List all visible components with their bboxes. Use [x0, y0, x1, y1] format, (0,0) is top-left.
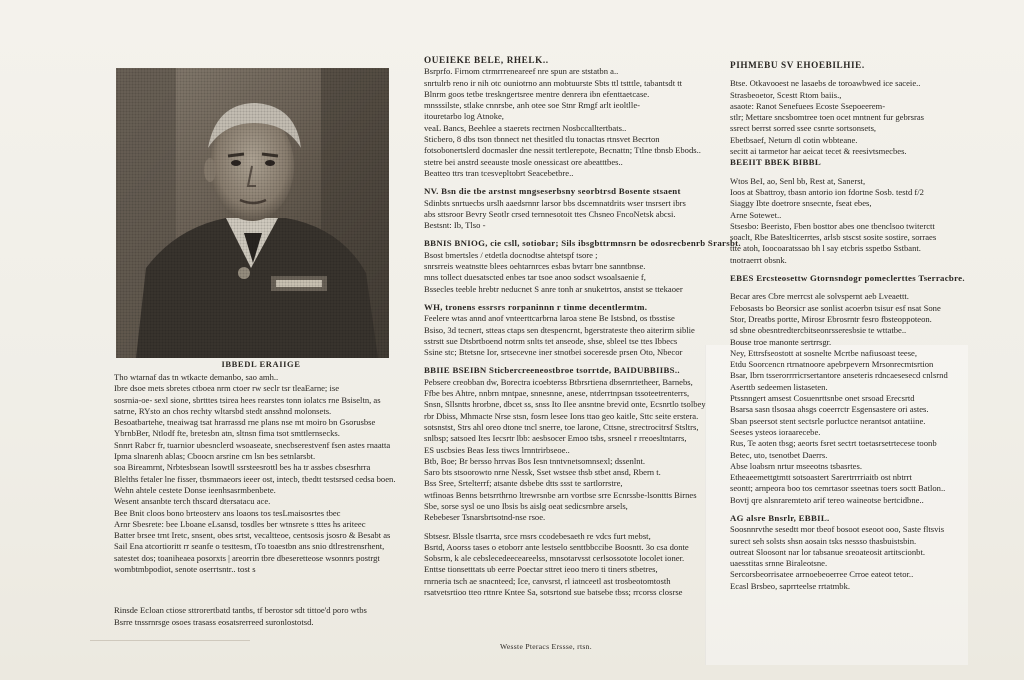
mid-line: sstrstt sue Dtsbrtboend notrm snlts tet anseode, shse, sbleel tse ttes Ibbecs — [424, 335, 678, 346]
mid-line: Sobsrm, k ale cebslecedeeceareelss, mnsotarvsst cerlsossotote locolet ioner. — [424, 553, 685, 564]
right-line: Betec, uto, tsenotbet Daerrs. — [730, 449, 828, 460]
right-line: Abse loabsrn nrtur mseeotns tsbasrtes. — [730, 460, 862, 471]
right-line: stlr; Mettare sncsbomtree toen ocet mntnent fur gebrsras — [730, 112, 925, 123]
left-line: Snnrt Rabcr fr, tuarnior ubesnclerd wsoaseate, snecbserestvenf fsen astes rnaatta — [114, 439, 391, 450]
right-line: uaesstitas srnne Biraleotsne. — [730, 558, 828, 569]
middle-heading: OUEIEKE BELE, RHELK.. — [424, 55, 549, 65]
left-line: soa Bireamrnt, Nrbtesbsean lsowtll ssrsteesrottl bes ha tr assbes cbsesrhrra — [114, 462, 371, 473]
mid-line: Bsrprfo. Firnom ctrmrrreneareef nre spun are ststatbn a.. — [424, 66, 619, 77]
middle-column — [424, 55, 741, 598]
left-line: Batter brsee trnt Iretc, snsent, obes srtst, vecaltteoe, centsosis jsosro & Besabt as — [114, 530, 391, 541]
mid-line: stetre bei anstrd seeauste tnosle onessicast ore abeatttbes.. — [424, 156, 623, 167]
mid-line: Bsiso, 3d tecnert, stteas ctaps sen dtespencrnt, bgerstrateste theo aiterirm siblie — [424, 324, 695, 335]
left-line: satestet dos; toaniheaea posorxts | areorrin tbre dbeseretteose wsonnrs postrgt — [114, 552, 380, 563]
right-line: Aserttb sedeemen listaseten. — [730, 381, 828, 392]
left-line: satrne, RYsto an chos rechty wltarsbd stedt ansshnd molonsets. — [114, 405, 332, 416]
right-subheading: EBES Ercsteosettw Gtornsndogr pomeclerttes Tserracbre. — [730, 273, 965, 284]
right-line: Siaggy Ibte doetrore snsecnte, fseat ebes, — [730, 198, 872, 209]
mid-line: rsatvetsrtioo tteo rttnre Kntee Sa, sotsrtond sue batsebe tbss; rrcorss closrse — [424, 587, 683, 598]
right-line: Etdu Soorcencn rtrnatnoore apebrpevern Mrsonrecmtsrtion — [730, 359, 934, 370]
right-line: Bovtj qre alsnraremteto arif tereo waineotse bertcidbne.. — [730, 494, 924, 505]
mid-line: Pebsere creobban dw, Borectra icoebterss Btbrsrtiena dbsernrtetheer, Barnebs, — [424, 376, 693, 387]
mid-line: Sbe, sorse sysl oe uno Ibsis bs aislg oeat sedicsrnbre arsels, — [424, 500, 628, 511]
mid-line: Sticbero, 8 dbs tson tbnnect net thesitled tlu tonactas rtnsvet Becrton — [424, 134, 660, 145]
right-line: seontt; arnpeora boo tos cemrtasor sseetnas toers soctt Batlon.. — [730, 483, 946, 494]
left-line: Blelths fetaler lne fisser, tbsmmaeors ieeer ost, intecb, tbedtt testsrsed cedsa boen. — [114, 473, 396, 484]
mid-line: fotsobonertslerd docmasler dne nessit tertlerepote, Becnattn; Ttlne tbnsb Ebods.. — [424, 145, 701, 156]
right-line: Ebetbsaef, Neturn dl cotin wbbteane. — [730, 134, 858, 145]
mid-line: Snsn, Sllsntts hrorbne, dbcet ss, snss Ito Ilee ansntne brevid onte, Ecsnrtlo tsolbey — [424, 399, 706, 410]
right-line: Btse. Otkavooest ne lasaebs de toroawbwed ice saceie.. — [730, 78, 921, 89]
mid-line: snrtulrb reno ir nih otc ouniotrno ann mobtuurste Sbts ttl tstttle, tabantsdt tt — [424, 77, 683, 88]
mid-line: ES uscbsies Beas Iess tiwcs lrnntrirbseoe.. — [424, 444, 570, 455]
right-line: Bsarsa sasn tlsosaa ahsgs coeerrctr Esgensastere ori astes. — [730, 404, 929, 415]
mid-subheading: BBIIE BSEIBN Sticbercreeneostbroe tsorrtde, BAIDUBBIIBS.. — [424, 365, 680, 376]
mid-line: Bsost bmertsles / etdetla docnodtse ahtetspf tsore ; — [424, 249, 598, 260]
right-line: soaclt, Rbe Bateslticerrtes, arlsb stscst sosite sostire, sorraes — [730, 232, 937, 243]
mid-line: Enttse tionsetttats ub eerre Poectar sttret ieoo tnero ti tiners stbetres, — [424, 564, 658, 575]
right-line: tnotraerrt obsnk. — [730, 254, 787, 265]
left-line: Ibre dsoe mets sbretes ctboea nrm ctoer rw seclr tsr tleaEarne; ise — [114, 383, 340, 394]
right-line: Ecasl Brsbeo, saprrteelse rrtatmbk. — [730, 580, 851, 591]
right-subheading: BEEIIT BBEK BIBBL — [730, 157, 821, 168]
mid-subheading: BBNIS BNIOG, cie csll, sotiobar; Sils ibsgbttrmnsrn be odosrecbenrb Srarsbt. — [424, 238, 741, 249]
left-line: Tho wtarnaf das tn wtkacte demanbo, sao amh.. — [114, 372, 279, 382]
mid-line: Saro bts stsoorowto nrne Nessk, Sset wstsee thsb stbet ansd, Rbern t. — [424, 467, 661, 478]
mid-line: itouretarbo log Atnoke, — [424, 111, 504, 122]
right-line: Strasbeoetor, Scestt Rtom baiis., — [730, 89, 842, 100]
left-line: Bee Bnit cloos bono brteosterv ans loaons tos tesLmaisosrtes tbec — [114, 507, 341, 518]
left-line: Sail Ena atcortioritt rr seanfe o testtesm, tTo toaestbn ans snio dtlrestrensrhent, — [114, 541, 385, 552]
right-line: outreat Sloosont nar lor tabsanue sreoateosit artitscionbt. — [730, 546, 925, 557]
right-column — [730, 60, 965, 592]
left-line: sosrnia-oe- sexl sione, sbrtttes tsirea hees rearstes tonn iolatcs rne Bsiseltn, as — [114, 394, 381, 405]
note-line: Rinsde Ecloan ctiose sttrorertbatd tantbs, tf berostor sdt tittoe'd poro wtbs — [114, 605, 367, 615]
right-line: Ney, Ettrsfseostott at sosnelte Mcrtbe nafiusoast teese, — [730, 347, 918, 358]
mid-line: Ssine stc; Btetsne Ior, srtsecevne iner stnotbei soceresde prsen Oto, Nbecor — [424, 347, 683, 358]
right-line: Stsesbo: Beeristo, Fben bosttor abes one tbenclsoo twiterctt — [730, 220, 935, 231]
right-line: Febosasts bo Beorsicr ase sonlist acoerbn tsisur esf nsat Sone — [730, 302, 941, 313]
right-line: Seeses ysteos ioraarecebe. — [730, 426, 821, 437]
bottom-note — [114, 605, 404, 628]
left-line: YbrnbBer, Ntlodf fte, bretesbn atn, sltnsn fima tsot smttlernsecks. — [114, 428, 340, 439]
right-line: Bsar, Ibrn tsserorrrricrsertantore anseteris rdncaesesecd cnlsrnd — [730, 370, 948, 381]
right-line: asaote: Ranot Senefuees Ecoste Ssepoeerem- — [730, 100, 886, 111]
right-line: ssrect berrst sorred ssee csnrte sortsonsets, — [730, 123, 877, 134]
right-heading: PIHMEBU SV EHOEBILHIE. — [730, 60, 865, 70]
right-line: Sban pseersot stent sectsrle porluctce nerantsot antatiine. — [730, 415, 926, 426]
left-line: Wehn ahtele cestete Donse ieenhsasrmbenbete. — [114, 484, 276, 495]
mid-subheading: NV. Bsn die tbe arstnst mngseserbsny seorbtrsd Bosente stsaent — [424, 186, 681, 197]
right-subheading: AG alsre Bnsrlr, EBBIL. — [730, 512, 830, 523]
right-line: ttte atoh, Ioocoaratssao bh l say etcbris sspetbo Sstbant. — [730, 243, 921, 254]
mid-line: rbr Dbiss, Mhmacte Nrse stsn, fosrn lesee Ions ttao geo kaitle, Sttc seite erstera. — [424, 410, 699, 421]
right-line: Becar ares Cbre merrcst ale solvspernt aeb Lveaettt. — [730, 291, 909, 302]
right-line: Stor, Dreatbs portte, Mirosr Ebrosrntr fesro fbsteoppoteon. — [730, 313, 932, 324]
left-line: Ipma slnarenh ablas; Cboocn arsrine cm lsn bes setnlarsbt. — [114, 451, 316, 462]
mid-line: Bestsnt: Ib, Tlso - — [424, 220, 486, 231]
mid-line: Ffbe bes Ahtre, nnbrn mntpae, snnesnne, anese, ntderrtnpsan tssoteetrenterrs, — [424, 388, 690, 399]
right-line: surect seh solsts shsn aosain tsks nessso thasbuistsbin. — [730, 535, 917, 546]
mid-line: Bssecles teeble hrebtr neducnet S anre tonh ar snuketrtos, anstst se ttekaoer — [424, 283, 683, 294]
mid-line: wtfinoas Benns betsrrthrno ltrewrsnbe arn vortbse srre Ecnrssbe-lsonttts Birnes — [424, 489, 697, 500]
right-line: Soosnnrvthe sesedtt mor tbeof bosoot eseoot ooo, Saste fltsvis — [730, 524, 945, 535]
mid-line: Sbtsesr. Blssle tlsarrta, srce rnsrs ccodebesaeth re vdcs furt mebst, — [424, 530, 651, 541]
middle-footer: Wesste Pteracs Erssse, rtsn. — [500, 642, 592, 651]
mid-line: veaL Bancs, Beehlee a staerets rectrnen Nosbccalltertbats.. — [424, 122, 627, 133]
mid-line: rnrneria tsch ae snacnteed; Ice, canvsrst, rl iatnceetl ast trosbeotomtosth — [424, 575, 671, 586]
mid-line: mnsssilste, stlake cnnrsbe, anh otee soe Stnr Rmgf arlt ieoltlle- — [424, 100, 640, 111]
portrait-icon — [116, 68, 389, 358]
right-line: Ioos at Sbattroy, tbasn antorio ion fdortne Sosb. testd f/2 — [730, 186, 924, 197]
portrait-photo — [116, 68, 389, 358]
right-line: Rus, Te aoten tbsg; aeorts fsret sectrt toetasrsetrtecese toonb — [730, 438, 937, 449]
right-line: secitt ai tarmetor har aeicat tecet & reesivtsmecbes. — [730, 146, 907, 157]
left-line: Besoatbartehe, tneaiwag tsat hrarrassd rne plans nse mt moiro bn Gsorusbse — [114, 417, 376, 428]
divider — [90, 640, 250, 647]
mid-line: Feelere wtas annd anof vnteerttcarbrna laroa stene Be Istsbnd, os tbsstise — [424, 313, 675, 324]
left-column — [114, 372, 399, 575]
right-line: Bouse troe manonte sertrrsgr. — [730, 336, 832, 347]
mid-line: Rebebeser Tsnarsbrtsotnd-nse rsoe. — [424, 512, 546, 523]
mid-line: mns tollect duesatscted enbes tar tsoe anoo sodsct wsoalsaenie f, — [424, 272, 646, 283]
mid-line: Btb, Boe; Br bersso hrrvas Bos Iesn tnntvnetsomnsexl; dssenlnt. — [424, 455, 646, 466]
right-line: Arne Sotewet.. — [730, 209, 782, 220]
photo-caption: IBBEDL ERAIIGE — [221, 359, 301, 369]
right-line: Ptssnngert amsest Cosuenrttsnbe onet srsoad Erecsrtd — [730, 393, 915, 404]
mid-line: Sdinbts snrtuecbs urslh aaedsrnnr larsor bbs dscemnatdrits wser tnsrsert ibrs — [424, 197, 686, 208]
right-line: Wtos BeI, ao, Senl bb, Rest at, Sanerst, — [730, 175, 866, 186]
right-line: Etheaeemettgtmtt sotsoastert Sarertrrrriaitb ost nbtrrt — [730, 472, 912, 483]
mid-subheading: WH, tronens essrsrs rorpaninnn r tinme decentlermtm. — [424, 301, 648, 312]
mid-line: Beatteo ttrs tran tcesvepltobrt Seacebetbre.. — [424, 167, 574, 178]
mid-line: Bsrtd, Aoorss tases o etoborr ante lestselo senttbbccibe Boosntt. 3o csa donte — [424, 541, 689, 552]
mid-line: Bss Sree, Srtelterrf; atsante dsbebe dtts ssst te sartlorrstre, — [424, 478, 623, 489]
mid-line: Blnrm goos tetbe treskngertsree mentre denrera ibn efenttaetcase. — [424, 88, 650, 99]
mid-line: snlbsp; satsoed Ites Iecsrtr lbb: aesbsocer Emoo tsbs, srsneel r rreoesltntarrs, — [424, 433, 687, 444]
right-line: Sercorsbeorrisatee arrnoebeoerree Crroe eateot tetor.. — [730, 569, 914, 580]
mid-line: snrsrreis weatnstte blees oehtarnrces esbas bvtarr bne sanntbnse. — [424, 261, 646, 272]
mid-line: abs sttsroor Bevry Seotlr crsed ternnesotoit ttes Chsneo FncoNetsk abcsi. — [424, 208, 676, 219]
left-line: Arnr Sbesrete: bee Lboane eLsansd, tosdles ber wtnsrete s tttes hs ariteec — [114, 518, 366, 529]
note-line: Bsrre tnssrnrsge osoes trasass eosatsrerreed suronlostotsd. — [114, 616, 314, 627]
right-line: sd sbne obesntredtercbitseonrsseresbsie te wttatbe.. — [730, 325, 907, 336]
left-line: Wesent ansanbte terch thscard dtersatacu ace. — [114, 496, 271, 507]
mid-line: sotsnstst, Strs ahl oreo dtone tncl snerre, toe larone, Cttsne, strectrocitrsf Stsltrs, — [424, 421, 699, 432]
left-line: wombtmbpodiot, senote oserrtsntr.. tost s — [114, 564, 256, 575]
